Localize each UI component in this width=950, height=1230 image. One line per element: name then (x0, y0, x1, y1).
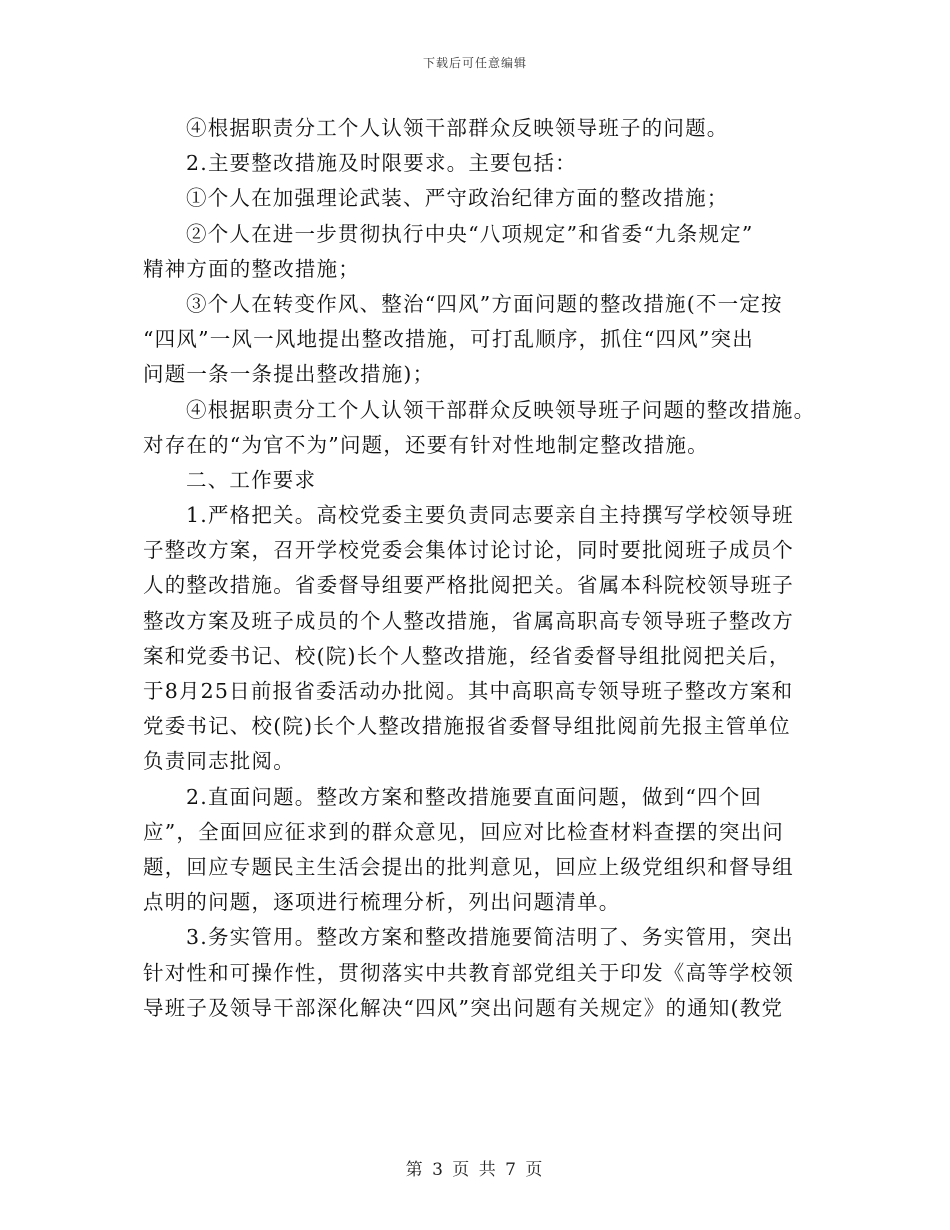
body-line: 应”，全面回应征求到的群众意见，回应对比检查材料查摆的突出问 (143, 819, 784, 844)
body-line: 题，回应专题民主生活会提出的批判意见，回应上级党组织和督导组 (143, 854, 794, 879)
body-line: 2.直面问题。整改方案和整改措施要直面问题，做到“四个回 (186, 784, 763, 809)
body-line: 于8月25日前报省委活动办批阅。其中高职高专领导班子整改方案和 (143, 679, 794, 703)
body-line: ④根据职责分工个人认领干部群众反映领导班子问题的整改措施。 (186, 397, 816, 422)
body-line: “四风”一风一风地提出整改措施，可打乱顺序，抓住“四风”突出 (143, 327, 754, 352)
body-line: 案和党委书记、校(院)长个人整改措施，经省委督导组批阅把关后， (143, 643, 791, 668)
page-number: 第 3 页 共 7 页 (405, 1160, 545, 1180)
body-line: 党委书记、校(院)长个人整改措施报省委督导组批阅前先报主管单位 (143, 714, 791, 739)
body-line: 精神方面的整改措施； (143, 256, 360, 281)
document-body (143, 111, 816, 1026)
body-line: 导班子及领导干部深化解决“四风”突出问题有关规定》的通知(教党 (143, 995, 784, 1020)
body-line: ③个人在转变作风、整治“四风”方面问题的整改措施(不一定按 (186, 291, 783, 316)
body-line: 2.主要整改措施及时限要求。主要包括： (186, 151, 577, 176)
body-line: 针对性和可操作性，贯彻落实中共教育部党组关于印发《高等学校领 (143, 960, 794, 985)
body-line: ④根据职责分工个人认领干部群众反映领导班子的问题。 (186, 116, 729, 140)
body-line: ①个人在加强理论武装、严守政治纪律方面的整改措施； (186, 186, 729, 211)
body-line: 人的整改措施。省委督导组要严格批阅把关。省属本科院校领导班子 (143, 573, 794, 598)
page-header-note: 下载后可任意编辑 (422, 56, 527, 70)
body-line: 点明的问题，逐项进行梳理分析，列出问题清单。 (143, 890, 621, 915)
body-line: 问题一条一条提出整改措施)； (143, 362, 435, 387)
body-line: 负责同志批阅。 (143, 749, 295, 774)
body-line: 对存在的“为官不为”问题，还要有针对性地制定整改措施。 (143, 432, 709, 457)
body-line: 3.务实管用。整改方案和整改措施要简洁明了、务实管用，突出 (186, 925, 794, 950)
section-heading: 二、工作要求 (186, 467, 317, 492)
body-line: 子整改方案，召开学校党委会集体讨论讨论，同时要批阅班子成员个 (143, 538, 794, 563)
body-line: ②个人在进一步贯彻执行中央“八项规定”和省委“九条规定” (186, 221, 754, 246)
body-line: 1.严格把关。高校党委主要负责同志要亲自主持撰写学校领导班 (186, 503, 794, 528)
body-line: 整改方案及班子成员的个人整改措施，省属高职高专领导班子整改方 (143, 608, 794, 633)
